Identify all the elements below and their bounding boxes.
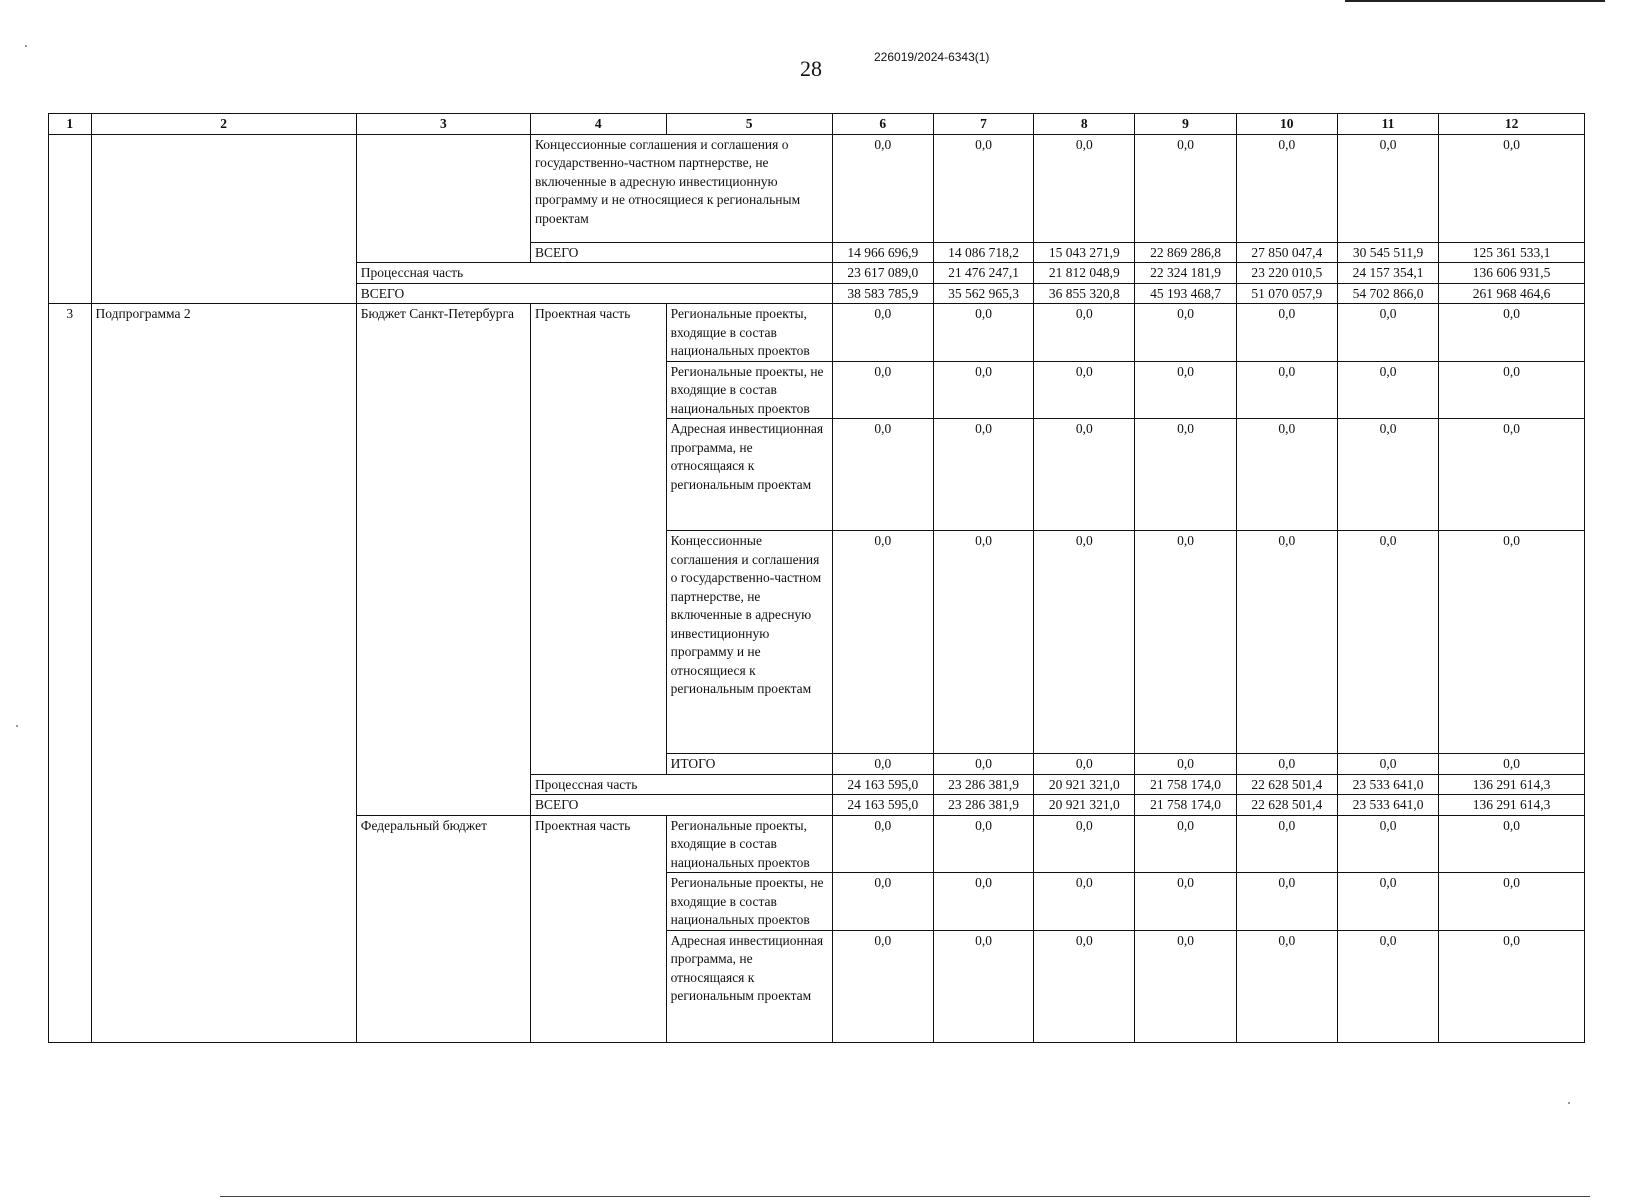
- row-label: Процессная часть: [530, 774, 832, 795]
- value-cell: 0,0: [832, 873, 933, 931]
- value-cell: 0,0: [1439, 873, 1585, 931]
- value-cell: 0,0: [1337, 930, 1438, 1042]
- table-body: [49, 114, 1585, 1043]
- value-cell: 0,0: [1034, 815, 1135, 873]
- value-cell: 0,0: [1236, 815, 1337, 873]
- value-cell: 35 562 965,3: [933, 283, 1033, 304]
- value-cell: 0,0: [1034, 754, 1135, 775]
- header-cell: 3: [356, 114, 530, 135]
- value-cell: 21 812 048,9: [1034, 263, 1135, 284]
- value-cell: 24 163 595,0: [832, 795, 933, 816]
- value-cell: 0,0: [1337, 815, 1438, 873]
- header-cell: 6: [832, 114, 933, 135]
- value-cell: 0,0: [933, 754, 1033, 775]
- header-cell: 1: [49, 114, 92, 135]
- value-cell: 0,0: [1439, 134, 1585, 242]
- document-id: 226019/2024-6343(1): [874, 50, 990, 64]
- value-cell: 21 758 174,0: [1135, 774, 1236, 795]
- value-cell: 0,0: [933, 873, 1033, 931]
- value-cell: 0,0: [1236, 873, 1337, 931]
- value-cell: 23 286 381,9: [933, 774, 1033, 795]
- bottom-edge-line: [220, 1196, 1590, 1197]
- value-cell: 0,0: [933, 304, 1033, 362]
- value-cell: 0,0: [1135, 754, 1236, 775]
- value-cell: 136 291 614,3: [1439, 795, 1585, 816]
- header-cell: 5: [666, 114, 832, 135]
- value-cell: 23 286 381,9: [933, 795, 1033, 816]
- value-cell: 0,0: [1135, 873, 1236, 931]
- value-cell: 0,0: [1439, 815, 1585, 873]
- value-cell: 0,0: [1034, 930, 1135, 1042]
- value-cell: 0,0: [933, 815, 1033, 873]
- row-label: Региональные проекты, не входящие в состав национальных проектов: [666, 361, 832, 419]
- value-cell: 45 193 468,7: [1135, 283, 1236, 304]
- value-cell: 23 533 641,0: [1337, 795, 1438, 816]
- value-cell: 21 758 174,0: [1135, 795, 1236, 816]
- value-cell: 0,0: [1034, 361, 1135, 419]
- scan-speck: [1568, 1102, 1570, 1104]
- header-cell: 10: [1236, 114, 1337, 135]
- value-cell: 36 855 320,8: [1034, 283, 1135, 304]
- value-cell: 0,0: [1439, 419, 1585, 531]
- value-cell: 24 157 354,1: [1337, 263, 1438, 284]
- value-cell: 0,0: [1034, 134, 1135, 242]
- value-cell: 0,0: [1236, 361, 1337, 419]
- num-cell: [49, 134, 92, 304]
- header-cell: 12: [1439, 114, 1585, 135]
- value-cell: 0,0: [933, 419, 1033, 531]
- row-label: Региональные проекты, входящие в состав национальных проектов: [666, 815, 832, 873]
- value-cell: 0,0: [832, 754, 933, 775]
- part-label: Проектная часть: [530, 815, 666, 1042]
- value-cell: 21 476 247,1: [933, 263, 1033, 284]
- value-cell: 0,0: [1135, 304, 1236, 362]
- value-cell: 0,0: [933, 134, 1033, 242]
- value-cell: 24 163 595,0: [832, 774, 933, 795]
- value-cell: 0,0: [1236, 134, 1337, 242]
- row-label: ИТОГО: [666, 754, 832, 775]
- value-cell: 23 220 010,5: [1236, 263, 1337, 284]
- row-label: ВСЕГО: [356, 283, 832, 304]
- value-cell: 0,0: [1236, 419, 1337, 531]
- value-cell: 125 361 533,1: [1439, 242, 1585, 263]
- value-cell: 0,0: [1337, 304, 1438, 362]
- value-cell: 0,0: [1135, 531, 1236, 754]
- spb-row-regional-national: [49, 304, 1585, 362]
- value-cell: 0,0: [1135, 815, 1236, 873]
- value-cell: 0,0: [1034, 531, 1135, 754]
- scan-speck: [25, 45, 27, 47]
- value-cell: 0,0: [1236, 930, 1337, 1042]
- scan-speck: [16, 725, 18, 727]
- value-cell: 0,0: [832, 531, 933, 754]
- value-cell: 14 086 718,2: [933, 242, 1033, 263]
- subprogram-name: Подпрограмма 2: [91, 304, 356, 1043]
- row-label: ВСЕГО: [530, 242, 832, 263]
- value-cell: 0,0: [832, 419, 933, 531]
- value-cell: 27 850 047,4: [1236, 242, 1337, 263]
- value-cell: 261 968 464,6: [1439, 283, 1585, 304]
- value-cell: 0,0: [933, 930, 1033, 1042]
- row-label: Концессионные соглашения и соглашения о государственно-частном партнерстве, не включенные в адресную инвестиционную программу и не относящиеся к региональным проектам: [666, 531, 832, 754]
- value-cell: 0,0: [1439, 930, 1585, 1042]
- source-cell: [356, 134, 530, 263]
- value-cell: 136 291 614,3: [1439, 774, 1585, 795]
- value-cell: 0,0: [1337, 754, 1438, 775]
- row-label: Региональные проекты, не входящие в состав национальных проектов: [666, 873, 832, 931]
- value-cell: 0,0: [1135, 361, 1236, 419]
- subprogram-number: 3: [49, 304, 92, 1043]
- row-label: Процессная часть: [356, 263, 832, 284]
- row-label: Адресная инвестиционная программа, не относящаяся к региональным проектам: [666, 930, 832, 1042]
- value-cell: 0,0: [832, 815, 933, 873]
- value-cell: 0,0: [1034, 419, 1135, 531]
- header-cell: 7: [933, 114, 1033, 135]
- header-cell: 2: [91, 114, 356, 135]
- value-cell: 14 966 696,9: [832, 242, 933, 263]
- header-row: [49, 114, 1585, 135]
- scan-edge-line: [1345, 0, 1605, 2]
- value-cell: 0,0: [1337, 531, 1438, 754]
- value-cell: 0,0: [832, 361, 933, 419]
- value-cell: 0,0: [1236, 754, 1337, 775]
- value-cell: 22 628 501,4: [1236, 795, 1337, 816]
- value-cell: 38 583 785,9: [832, 283, 933, 304]
- value-cell: 0,0: [832, 304, 933, 362]
- header-cell: 9: [1135, 114, 1236, 135]
- name-cell: [91, 134, 356, 304]
- value-cell: 0,0: [1135, 930, 1236, 1042]
- value-cell: 0,0: [1337, 419, 1438, 531]
- row-label: Адресная инвестиционная программа, не относящаяся к региональным проектам: [666, 419, 832, 531]
- concession-row: [49, 134, 1585, 242]
- value-cell: 20 921 321,0: [1034, 774, 1135, 795]
- header-cell: 11: [1337, 114, 1438, 135]
- value-cell: 0,0: [1034, 304, 1135, 362]
- value-cell: 0,0: [832, 134, 933, 242]
- value-cell: 0,0: [1236, 531, 1337, 754]
- page-number: 28: [800, 56, 822, 81]
- row-label: Региональные проекты, входящие в состав национальных проектов: [666, 304, 832, 362]
- value-cell: 0,0: [1337, 134, 1438, 242]
- value-cell: 0,0: [1439, 304, 1585, 362]
- value-cell: 0,0: [933, 531, 1033, 754]
- value-cell: 20 921 321,0: [1034, 795, 1135, 816]
- value-cell: 0,0: [1337, 873, 1438, 931]
- value-cell: 0,0: [1337, 361, 1438, 419]
- value-cell: 0,0: [1439, 531, 1585, 754]
- header-cell: 4: [530, 114, 666, 135]
- value-cell: 0,0: [933, 361, 1033, 419]
- value-cell: 0,0: [1135, 419, 1236, 531]
- value-cell: 54 702 866,0: [1337, 283, 1438, 304]
- row-label: ВСЕГО: [530, 795, 832, 816]
- value-cell: 0,0: [1034, 873, 1135, 931]
- value-cell: 0,0: [1439, 361, 1585, 419]
- value-cell: 30 545 511,9: [1337, 242, 1438, 263]
- value-cell: 23 533 641,0: [1337, 774, 1438, 795]
- value-cell: 23 617 089,0: [832, 263, 933, 284]
- part-label: Проектная часть: [530, 304, 666, 775]
- value-cell: 15 043 271,9: [1034, 242, 1135, 263]
- value-cell: 22 628 501,4: [1236, 774, 1337, 795]
- funding-source: Федеральный бюджет: [356, 815, 530, 1042]
- value-cell: 0,0: [1135, 134, 1236, 242]
- value-cell: 51 070 057,9: [1236, 283, 1337, 304]
- value-cell: 0,0: [1439, 754, 1585, 775]
- value-cell: 0,0: [1236, 304, 1337, 362]
- funding-source: Бюджет Санкт-Петербурга: [356, 304, 530, 816]
- value-cell: 22 869 286,8: [1135, 242, 1236, 263]
- financing-table: [48, 113, 1585, 1043]
- value-cell: 0,0: [832, 930, 933, 1042]
- value-cell: 22 324 181,9: [1135, 263, 1236, 284]
- value-cell: 136 606 931,5: [1439, 263, 1585, 284]
- row-label: Концессионные соглашения и соглашения о государственно-частном партнерстве, не включенные в адресную инвестиционную программу и не относящиеся к региональным проектам: [530, 134, 832, 242]
- header-cell: 8: [1034, 114, 1135, 135]
